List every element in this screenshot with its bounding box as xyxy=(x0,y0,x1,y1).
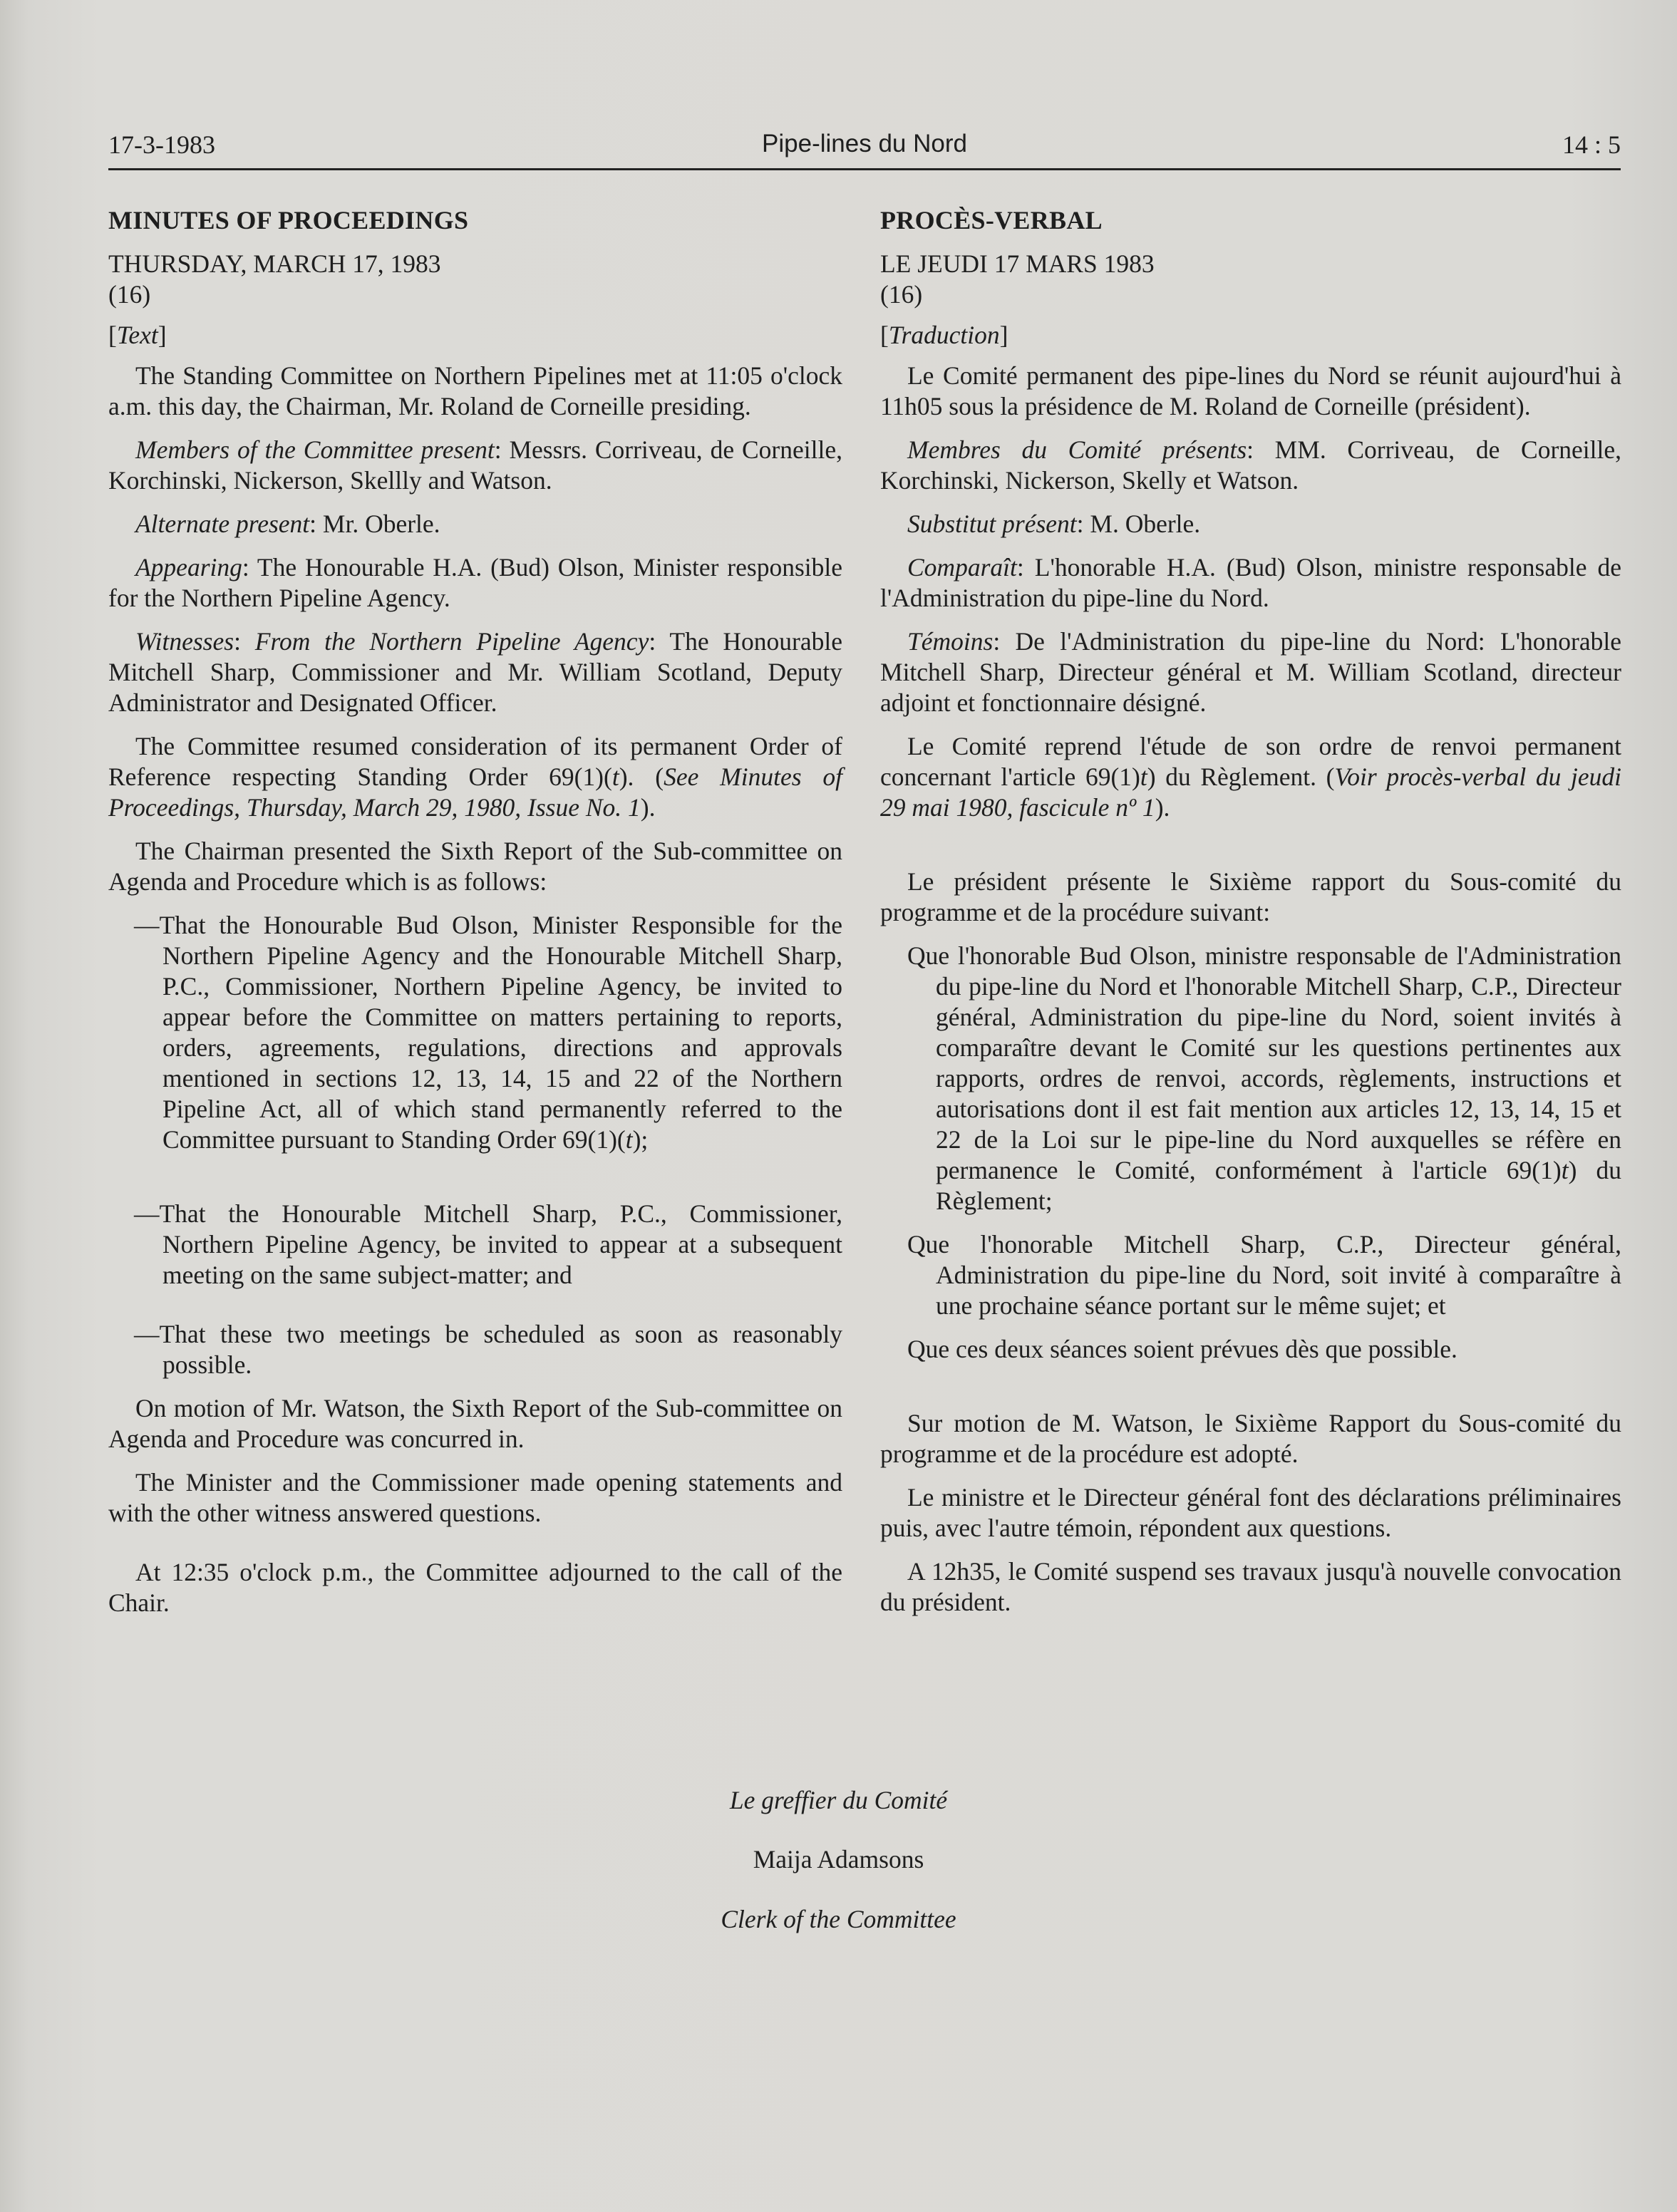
signature-french-title: Le greffier du Comité xyxy=(729,1786,948,1814)
english-report-intro: The Chairman presented the Sixth Report of the Sub-committee on Agenda and Procedure which is as follows: xyxy=(108,837,842,896)
english-witnesses: Witnesses: From the Northern Pipeline Agency: The Honourable Mitchell Sharp, Commissioner and Mr. William Scotland, Deputy Administrator and Designated Officer. xyxy=(108,627,842,717)
english-opening-paragraph: The Standing Committee on Northern Pipelines met at 11:05 o'clock a.m. this day, the Chairman, Mr. Roland de Corneille presiding. xyxy=(108,361,842,420)
english-order-of-reference: The Committee resumed consideration of its permanent Order of Reference respecting Standing Order 69(1)(t). (See Minutes of Proceedings, Thursday, March 29, 1980, Issue No. 1). xyxy=(108,732,842,822)
english-report-item-2: —That the Honourable Mitchell Sharp, P.C., Commissioner, Northern Pipeline Agency, be invited to appear at a subsequent meeting on the same subject-matter; and xyxy=(134,1199,842,1289)
french-motion: Sur motion de M. Watson, le Sixième Rapport du Sous-comité du programme et de la procédure est adopté. xyxy=(880,1409,1621,1468)
english-motion: On motion of Mr. Watson, the Sixth Report of the Sub-committee on Agenda and Procedure was concurred in. xyxy=(108,1394,842,1453)
french-statements: Le ministre et le Directeur général font des déclarations préliminaires puis, avec l'autre témoin, répondent aux questions. xyxy=(880,1483,1621,1542)
french-alternate: Substitut présent: M. Oberle. xyxy=(907,510,1201,538)
english-adjournment: At 12:35 o'clock p.m., the Committee adjourned to the call of the Chair. xyxy=(108,1558,842,1617)
french-appearing: Comparaît: L'honorable H.A. (Bud) Olson, ministre responsable de l'Administration du pipe-line du Nord. xyxy=(880,553,1621,612)
english-report-item-3: —That these two meetings be scheduled as soon as reasonably possible. xyxy=(134,1320,842,1379)
english-text-tag: [Text] xyxy=(108,321,167,349)
french-date: LE JEUDI 17 MARS 1983 (16) xyxy=(880,249,1155,309)
english-column xyxy=(108,205,842,1631)
french-members: Membres du Comité présents: MM. Corriveau, de Corneille, Korchinski, Nickerson, Skelly et Watson. xyxy=(880,435,1621,495)
header-title: Pipe-lines du Nord xyxy=(762,130,967,157)
french-adjournment: A 12h35, le Comité suspend ses travaux jusqu'à nouvelle convocation du président. xyxy=(880,1557,1621,1616)
signature-name: Maija Adamsons xyxy=(753,1845,924,1874)
french-order-of-reference: Le Comité reprend l'étude de son ordre de renvoi permanent concernant l'article 69(1)t) du Règlement. (Voir procès-verbal du jeudi 29 mai 1980, fascicule nº 1). xyxy=(880,732,1621,822)
french-report-intro: Le président présente le Sixième rapport du Sous-comité du programme et de la procédure suivant: xyxy=(880,867,1621,926)
header-page-number: 14 : 5 xyxy=(1562,130,1621,159)
english-appearing: Appearing: The Honourable H.A. (Bud) Olson, Minister responsible for the Northern Pipeline Agency. xyxy=(108,553,842,612)
english-alternate: Alternate present: Mr. Oberle. xyxy=(135,510,440,538)
french-heading: PROCÈS-VERBAL xyxy=(880,206,1103,234)
header-date: 17-3-1983 xyxy=(108,130,215,159)
french-report-item-2: Que l'honorable Mitchell Sharp, C.P., Directeur général, Administration du pipe-line du Nord, soit invité à comparaître à une prochaine séance portant sur le même sujet; et xyxy=(907,1230,1621,1320)
french-witnesses: Témoins: De l'Administration du pipe-line du Nord: L'honorable Mitchell Sharp, Directeur général et M. William Scotland, directeur adjoint et fonctionnaire désigné. xyxy=(880,627,1621,717)
header-rule xyxy=(108,168,1621,170)
french-report-item-1: Que l'honorable Bud Olson, ministre responsable de l'Administration du pipe-line du Nord et l'honorable Mitchell Sharp, C.P., Directeur général, Administration du pipe-line du Nord, soient invités à comparaître devant le Comité sur les questions pertinentes aux rapports, ordres de renvoi, accords, règlements, instructions et autorisations dont il est fait mention aux articles 12, 13, 14, 15 et 22 de la Loi sur le pipe-line du Nord auxquelles se réfère en permanence le Comité, conformément à l'article 69(1)t) du Règlement; xyxy=(907,941,1621,1215)
french-report-item-3: Que ces deux séances soient prévues dès que possible. xyxy=(907,1335,1457,1363)
french-opening-paragraph: Le Comité permanent des pipe-lines du Nord se réunit aujourd'hui à 11h05 sous la présidence de M. Roland de Corneille (président). xyxy=(880,361,1621,420)
signature-english-title: Clerk of the Committee xyxy=(721,1905,956,1933)
running-header xyxy=(108,127,1621,165)
french-translation-tag: [Traduction] xyxy=(880,321,1008,349)
french-column xyxy=(880,205,1621,1630)
english-members: Members of the Committee present: Messrs. Corriveau, de Corneille, Korchinski, Nickerson, Skellly and Watson. xyxy=(108,435,842,495)
english-report-item-1: —That the Honourable Bud Olson, Minister Responsible for the Northern Pipeline Agency and the Honourable Mitchell Sharp, P.C., Commissioner, Northern Pipeline Agency, be invited to appear before the Committee on matters pertaining to reports, orders, agreements, regulations, directions and approvals mentioned in sections 12, 13, 14, 15 and 22 of the Northern Pipeline Act, all of which stand permanently referred to the Committee pursuant to Standing Order 69(1)(t); xyxy=(134,911,842,1154)
english-heading: MINUTES OF PROCEEDINGS xyxy=(108,206,469,234)
english-date: THURSDAY, MARCH 17, 1983 (16) xyxy=(108,249,441,309)
english-statements: The Minister and the Commissioner made opening statements and with the other witness answered questions. xyxy=(108,1468,842,1527)
